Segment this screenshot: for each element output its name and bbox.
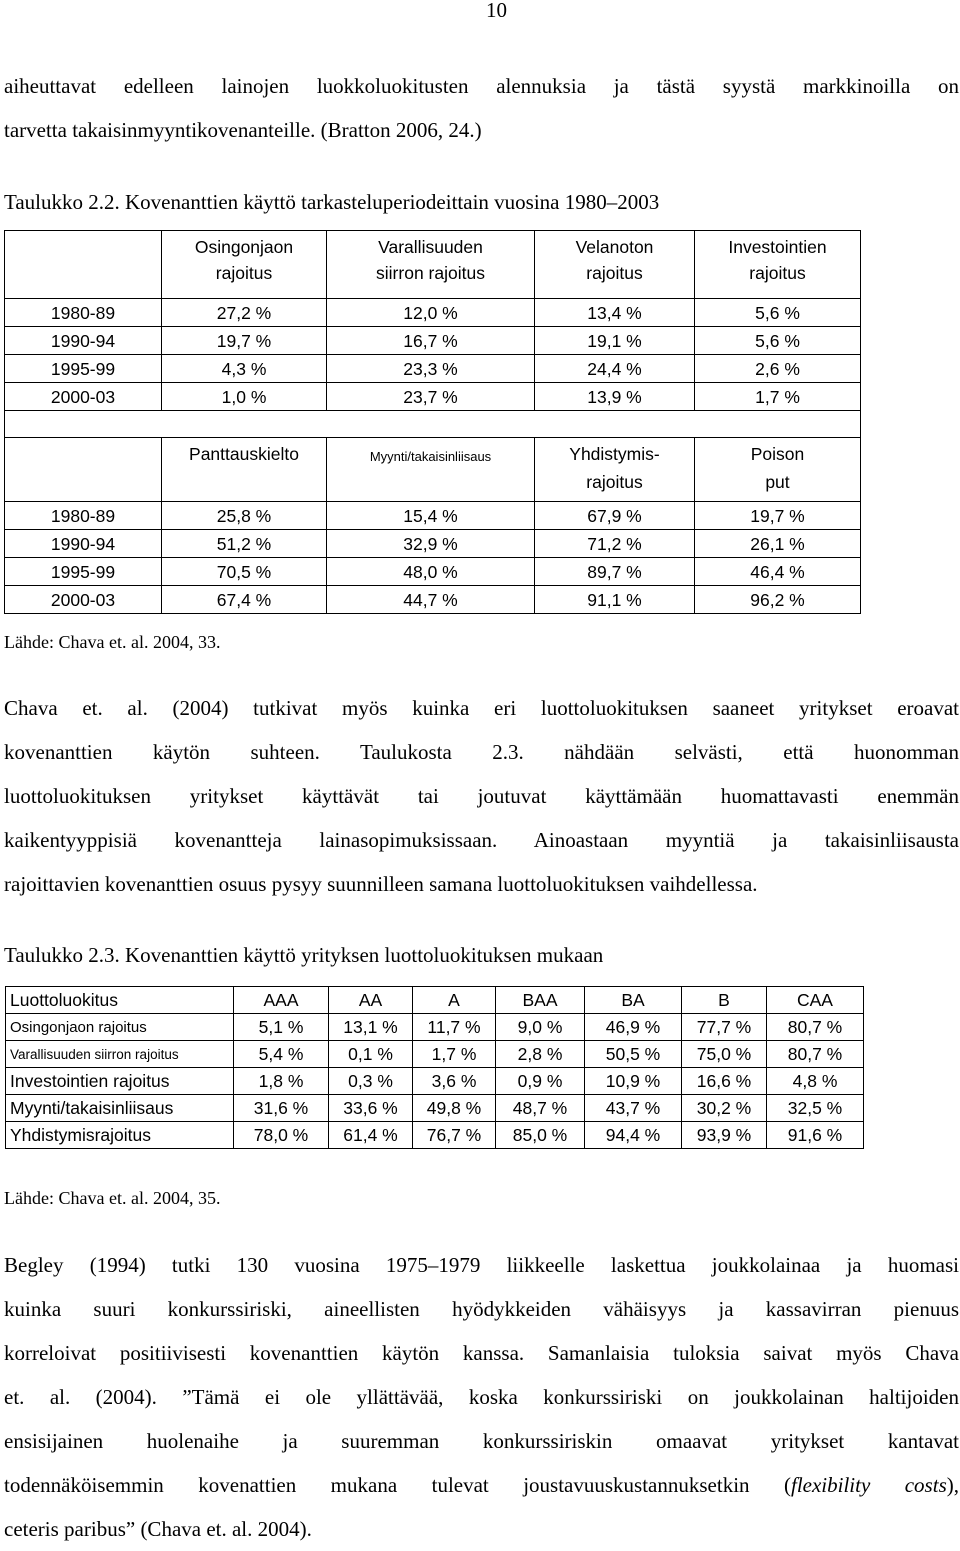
rating-header: CAA (767, 987, 864, 1014)
table-row (5, 299, 861, 327)
table-row (6, 1122, 864, 1149)
page-number: 10 (486, 0, 507, 22)
value-cell: 5,6 % (695, 299, 861, 327)
table-2-2-source: Lähde: Chava et. al. 2004, 33. (4, 632, 221, 652)
value-cell: 80,7 % (767, 1041, 864, 1068)
value-cell: 12,0 % (327, 299, 535, 327)
period-cell: 1995-99 (5, 355, 162, 383)
row-label: Varallisuuden siirron rajoitus (6, 1041, 234, 1068)
table-2-3 (5, 986, 864, 1149)
value-cell: 23,7 % (327, 383, 535, 411)
column-header (327, 438, 535, 502)
value-cell: 1,7 % (413, 1041, 496, 1068)
table-row (6, 1041, 864, 1068)
value-cell: 49,8 % (413, 1095, 496, 1122)
value-cell: 67,4 % (162, 586, 327, 614)
text-line: Chava et. al. (2004) tutkivat myös kuinka eri luottoluokituksen saaneet yritykset eroavat (4, 696, 959, 720)
value-cell: 89,7 % (535, 558, 695, 586)
header-line: Panttauskielto (189, 444, 299, 464)
value-cell: 13,9 % (535, 383, 695, 411)
value-cell: 4,8 % (767, 1068, 864, 1095)
value-cell: 91,1 % (535, 586, 695, 614)
value-cell: 32,9 % (327, 530, 535, 558)
value-cell: 19,7 % (695, 502, 861, 530)
value-cell: 46,4 % (695, 558, 861, 586)
value-cell: 1,8 % (234, 1068, 329, 1095)
column-header (695, 231, 861, 299)
value-cell: 85,0 % (496, 1122, 585, 1149)
table-row (5, 558, 861, 586)
table-2-2 (4, 230, 861, 614)
value-cell: 1,7 % (695, 383, 861, 411)
value-cell: 48,7 % (496, 1095, 585, 1122)
rating-header: AA (329, 987, 413, 1014)
text-segment: todennäköisemmin kovenattien mukana tulevat joustavuuskustannuksetkin ( (4, 1473, 791, 1497)
header-line: Varallisuuden (378, 237, 483, 257)
header-line: Yhdistymis- (569, 444, 660, 464)
column-header (535, 438, 695, 502)
table-row (5, 355, 861, 383)
table-row (5, 586, 861, 614)
value-cell: 0,3 % (329, 1068, 413, 1095)
header-line: put (765, 472, 790, 492)
text-line: et. al. (2004). ”Tämä ei ole yllättävää, koska konkurssiriski on joukkolainan haltijoiden (4, 1385, 959, 1409)
column-header (327, 231, 535, 299)
rating-header: AAA (234, 987, 329, 1014)
value-cell: 1,0 % (162, 383, 327, 411)
value-cell: 71,2 % (535, 530, 695, 558)
column-header (695, 438, 861, 502)
rating-header: BAA (496, 987, 585, 1014)
paragraph-1 (4, 64, 959, 152)
value-cell: 9,0 % (496, 1014, 585, 1041)
value-cell: 78,0 % (234, 1122, 329, 1149)
value-cell: 19,1 % (535, 327, 695, 355)
period-cell: 1980-89 (5, 502, 162, 530)
period-cell: 1990-94 (5, 327, 162, 355)
value-cell: 93,9 % (682, 1122, 767, 1149)
header-line: rajoitus (215, 263, 273, 283)
header-line: Velanoton (575, 237, 654, 257)
value-cell: 44,7 % (327, 586, 535, 614)
value-cell: 24,4 % (535, 355, 695, 383)
value-cell: 13,1 % (329, 1014, 413, 1041)
header-line: siirron rajoitus (376, 263, 485, 283)
value-cell: 51,2 % (162, 530, 327, 558)
text-segment: ), (946, 1473, 959, 1497)
row-label: Osingonjaon rajoitus (6, 1014, 234, 1041)
value-cell: 23,3 % (327, 355, 535, 383)
value-cell: 5,1 % (234, 1014, 329, 1041)
value-cell: 0,9 % (496, 1068, 585, 1095)
text-line: tarvetta takaisinmyyntikovenanteille. (Bratton 2006, 24.) (4, 118, 482, 142)
value-cell: 32,5 % (767, 1095, 864, 1122)
header-line: Myynti/takaisinliisaus (369, 449, 492, 464)
column-header (162, 438, 327, 502)
value-cell: 15,4 % (327, 502, 535, 530)
table-row (5, 502, 861, 530)
table-row (6, 1068, 864, 1095)
paragraph-3 (4, 1243, 959, 1551)
value-cell: 5,4 % (234, 1041, 329, 1068)
value-cell: 77,7 % (682, 1014, 767, 1041)
header-empty (5, 438, 162, 502)
value-cell: 80,7 % (767, 1014, 864, 1041)
value-cell: 25,8 % (162, 502, 327, 530)
value-cell: 4,3 % (162, 355, 327, 383)
value-cell: 61,4 % (329, 1122, 413, 1149)
header-line: Poison (750, 444, 805, 464)
table-header-row (6, 987, 864, 1014)
text-line: aiheuttavat edelleen lainojen luokkoluokitusten alennuksia ja tästä syystä markkinoilla on (4, 74, 959, 98)
row-label: Investointien rajoitus (6, 1068, 234, 1095)
table-row (6, 1095, 864, 1122)
column-header (162, 231, 327, 299)
text-line: kuinka suuri konkurssiriski, aineellisten hyödykkeiden vähäisyys ja kassavirran pienuus (4, 1297, 959, 1321)
value-cell: 50,5 % (585, 1041, 682, 1068)
value-cell: 3,6 % (413, 1068, 496, 1095)
period-cell: 2000-03 (5, 383, 162, 411)
header-line: Investointien (728, 237, 827, 257)
text-line: korreloivat positiivisesti kovenanttien käytön kanssa. Samanlaisia tuloksia saivat myös Chava (4, 1341, 959, 1365)
text-line: ceteris paribus” (Chava et. al. 2004). (4, 1517, 312, 1541)
text-line: rajoittavien kovenanttien osuus pysyy suunnilleen samana luottoluokituksen vaihdellessa. (4, 872, 758, 896)
value-cell: 48,0 % (327, 558, 535, 586)
value-cell: 30,2 % (682, 1095, 767, 1122)
value-cell: 67,9 % (535, 502, 695, 530)
column-header (535, 231, 695, 299)
paragraph-2 (4, 686, 959, 906)
value-cell: 46,9 % (585, 1014, 682, 1041)
value-cell: 70,5 % (162, 558, 327, 586)
italic-term: flexibility costs (790, 1473, 947, 1497)
header-line: Osingonjaon (194, 237, 294, 257)
table-2-2-caption: Taulukko 2.2. Kovenanttien käyttö tarkasteluperiodeittain vuosina 1980–2003 (4, 190, 660, 214)
rating-header: BA (585, 987, 682, 1014)
table-2-3-source: Lähde: Chava et. al. 2004, 35. (4, 1188, 221, 1208)
table-row (5, 530, 861, 558)
row-header-label: Luottoluokitus (6, 987, 234, 1014)
header-empty (5, 231, 162, 299)
table-row (5, 383, 861, 411)
value-cell: 19,7 % (162, 327, 327, 355)
period-cell: 1990-94 (5, 530, 162, 558)
text-line (4, 1463, 959, 1507)
value-cell: 33,6 % (329, 1095, 413, 1122)
value-cell: 27,2 % (162, 299, 327, 327)
value-cell: 26,1 % (695, 530, 861, 558)
table-row (5, 327, 861, 355)
rating-header: B (682, 987, 767, 1014)
value-cell: 10,9 % (585, 1068, 682, 1095)
period-cell: 1980-89 (5, 299, 162, 327)
spacer-cell (5, 411, 861, 438)
period-cell: 1995-99 (5, 558, 162, 586)
value-cell: 16,6 % (682, 1068, 767, 1095)
value-cell: 5,6 % (695, 327, 861, 355)
rating-header: A (413, 987, 496, 1014)
value-cell: 11,7 % (413, 1014, 496, 1041)
value-cell: 91,6 % (767, 1122, 864, 1149)
value-cell: 2,6 % (695, 355, 861, 383)
table-row (6, 1014, 864, 1041)
row-label: Yhdistymisrajoitus (6, 1122, 234, 1149)
value-cell: 2,8 % (496, 1041, 585, 1068)
value-cell: 0,1 % (329, 1041, 413, 1068)
period-cell: 2000-03 (5, 586, 162, 614)
header-line: rajoitus (586, 472, 643, 492)
row-label: Myynti/takaisinliisaus (6, 1095, 234, 1122)
text-line: Begley (1994) tutki 130 vuosina 1975–1979 liikkeelle laskettua joukkolainaa ja huomasi (4, 1253, 959, 1277)
header-line: rajoitus (749, 263, 806, 283)
value-cell: 43,7 % (585, 1095, 682, 1122)
text-line: ensisijainen huolenaihe ja suuremman konkurssiriskin omaavat yritykset kantavat (4, 1429, 959, 1453)
text-line: kovenanttien käytön suhteen. Taulukosta 2.3. nähdään selvästi, että huonomman (4, 740, 959, 764)
value-cell: 76,7 % (413, 1122, 496, 1149)
text-line: luottoluokituksen yritykset käyttävät tai joutuvat käyttämään huomattavasti enemmän (4, 784, 959, 808)
value-cell: 31,6 % (234, 1095, 329, 1122)
value-cell: 13,4 % (535, 299, 695, 327)
table-2-3-caption: Taulukko 2.3. Kovenanttien käyttö yrityksen luottoluokituksen mukaan (4, 943, 604, 967)
value-cell: 94,4 % (585, 1122, 682, 1149)
text-line: kaikentyyppisiä kovenantteja lainasopimuksissaan. Ainoastaan myyntiä ja takaisinliisausta (4, 828, 959, 852)
spacer-row (5, 411, 861, 438)
value-cell: 16,7 % (327, 327, 535, 355)
header-line: rajoitus (586, 263, 643, 283)
value-cell: 96,2 % (695, 586, 861, 614)
value-cell: 75,0 % (682, 1041, 767, 1068)
